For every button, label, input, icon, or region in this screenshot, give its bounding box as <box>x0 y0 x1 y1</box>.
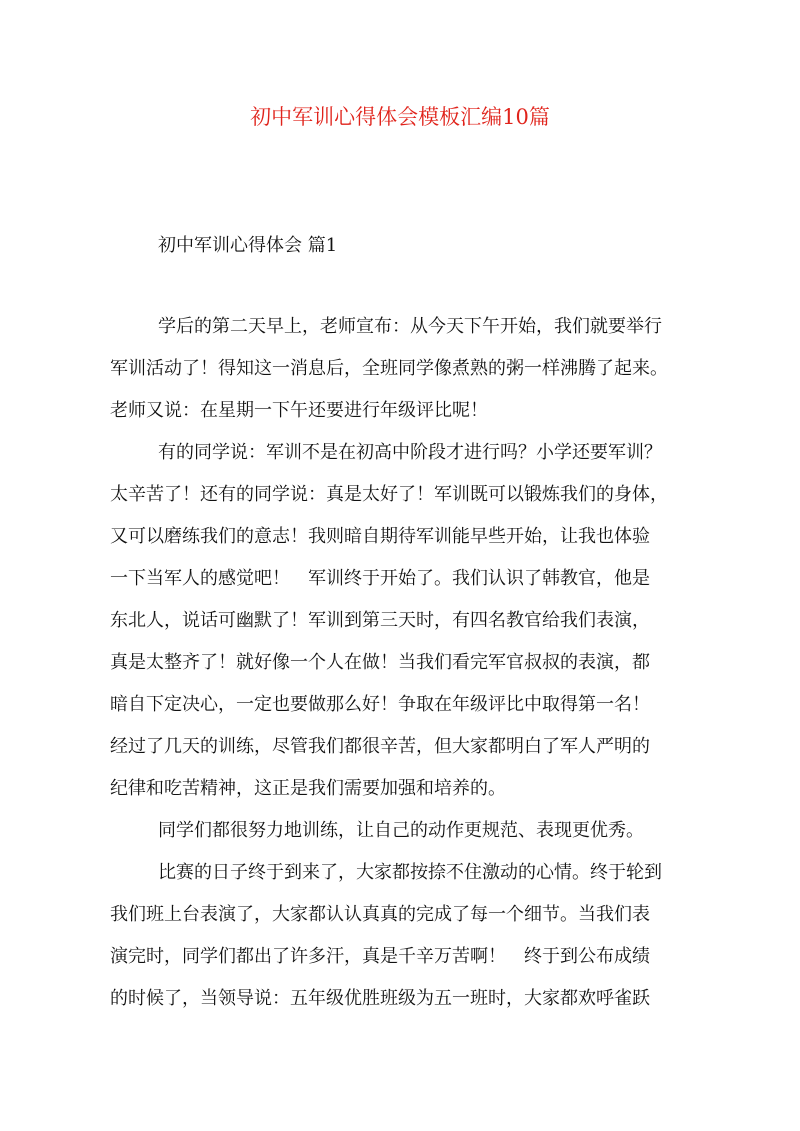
paragraph-1-line-3: 老师又说：在星期一下午还要进行年级评比呢！ <box>110 400 488 421</box>
paragraph-2-line-4: 一下当军人的感觉吧！ 军训终于开始了。我们认识了韩教官，他是 <box>110 568 650 589</box>
paragraph-4-line-2: 我们班上台表演了，大家都认认真真的完成了每一个细节。当我们表 <box>110 904 650 925</box>
section-heading: 初中军训心得体会 篇1 <box>158 235 338 256</box>
paragraph-2-line-5: 东北人，说话可幽默了！军训到第三天时，有四名教官给我们表演， <box>110 610 650 631</box>
paragraph-2-line-6: 真是太整齐了！就好像一个人在做！当我们看完军官叔叔的表演，都 <box>110 652 650 673</box>
paragraph-2-line-9: 纪律和吃苦精神，这正是我们需要加强和培养的。 <box>110 778 506 799</box>
paragraph-4-line-3: 演完时，同学们都出了许多汗，真是千辛万苦啊！ 终于到公布成绩 <box>110 946 650 967</box>
paragraph-3-line-1: 同学们都很努力地训练，让自己的动作更规范、表现更优秀。 <box>158 820 644 841</box>
paragraph-2-line-7: 暗自下定决心，一定也要做那么好！争取在年级评比中取得第一名！ <box>110 694 650 715</box>
paragraph-2-line-2: 太辛苦了！还有的同学说：真是太好了！军训既可以锻炼我们的身体， <box>110 484 668 505</box>
paragraph-2-line-3: 又可以磨练我们的意志！我则暗自期待军训能早些开始，让我也体验 <box>110 526 650 547</box>
paragraph-1-line-2: 军训活动了！得知这一消息后，全班同学像煮熟的粥一样沸腾了起来。 <box>110 358 668 379</box>
paragraph-4-line-4: 的时候了，当领导说：五年级优胜班级为五一班时，大家都欢呼雀跃 <box>110 988 650 1009</box>
paragraph-4-line-1: 比赛的日子终于到来了，大家都按捺不住激动的心情。终于轮到 <box>158 862 662 883</box>
paragraph-1-line-1: 学后的第二天早上，老师宣布：从今天下午开始，我们就要举行 <box>158 316 662 337</box>
paragraph-2-line-8: 经过了几天的训练，尽管我们都很辛苦，但大家都明白了军人严明的 <box>110 736 650 757</box>
document-title: 初中军训心得体会模板汇编10篇 <box>250 105 550 129</box>
paragraph-2-line-1: 有的同学说：军训不是在初高中阶段才进行吗？小学还要军训？ <box>158 442 662 463</box>
